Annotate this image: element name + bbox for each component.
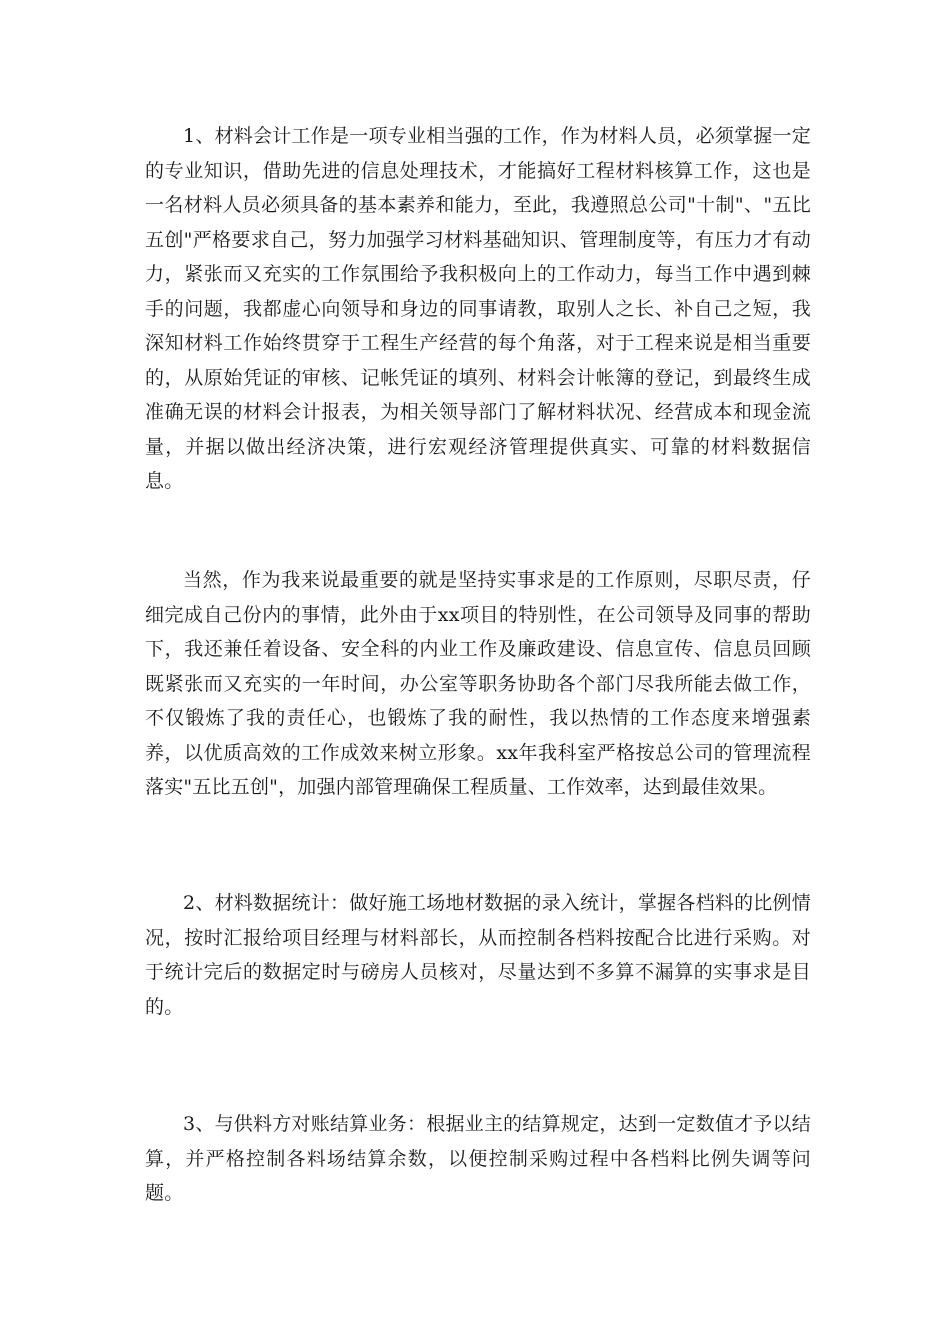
paragraph-supplier-settlement: 3、与供料方对账结算业务：根据业主的结算规定，达到一定数值才予以结算，并严格控制各料场结算余数，以便控制采购过程中各档料比例失调等问题。 (145, 1113, 811, 1204)
paragraph-work-principle: 当然，作为我来说最重要的就是坚持实事求是的工作原则，尽职尽责，仔细完成自己份内的事情，此外由于xx项目的特别性，在公司领导及同事的帮助下，我还兼任着设备、安全科的内业工作及廉政建设、信息宣传、信息员回顾既紧张而又充实的一年时间，办公室等职务协助各个部门尽我所能去做工作，不仅锻炼了我的责任心，也锻炼了我的耐性，我以热情的工作态度来增强素养，以优质高效的工作成效来树立形象。xx年我科室严格按总公司的管理流程落实"五比五创"，加强内部管理确保工程质量、工作效率，达到最佳效果。 (145, 569, 811, 798)
paragraph-material-accounting: 1、材料会计工作是一项专业相当强的工作，作为材料人员，必须掌握一定的专业知识，借助先进的信息处理技术，才能搞好工程材料核算工作，这也是一名材料人员必须具备的基本素养和能力，至此，我遵照总公司"十制"、"五比五创"严格要求自己，努力加强学习材料基础知识、管理制度等，有压力才有动力，紧张而又充实的工作氛围给予我积极向上的工作动力，每当工作中遇到棘手的问题，我都虚心向领导和身边的同事请教，取别人之长、补自己之短，我深知材料工作始终贯穿于工程生产经营的每个角落，对于工程来说是相当重要的，从原始凭证的审核、记帐凭证的填列、材料会计帐簿的登记，到最终生成准确无误的材料会计报表，为相关领导部门了解材料状况、经营成本和现金流量，并据以做出经济决策，进行宏观经济管理提供真实、可靠的材料数据信息。 (145, 125, 811, 492)
paragraph-material-statistics: 2、材料数据统计：做好施工场地材数据的录入统计，掌握各档料的比例情况，按时汇报给项目经理与材料部长，从而控制各档料按配合比进行采购。对于统计完后的数据定时与磅房人员核对，尽量达到不多算不漏算的实事求是目的。 (145, 892, 811, 1018)
